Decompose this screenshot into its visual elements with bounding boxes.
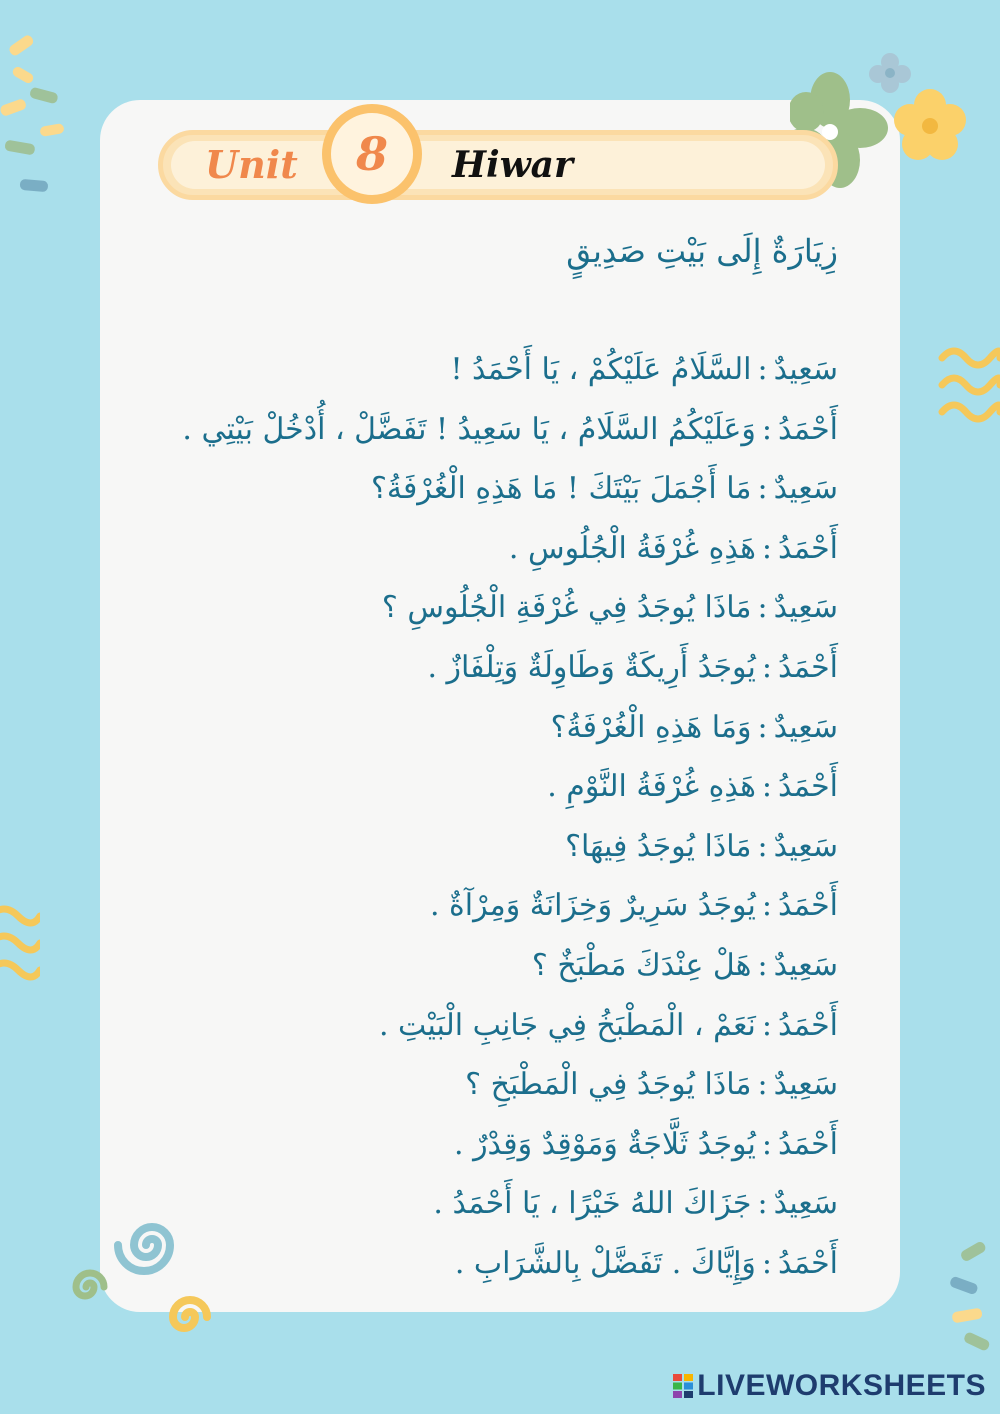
speaker-colon: :: [757, 1186, 768, 1222]
wave-decoration-left: [0, 898, 40, 988]
speaker-colon: :: [761, 1126, 773, 1162]
dialogue-title: زِيَارَةٌ إِلَى بَيْتِ صَدِيقٍ: [566, 232, 838, 270]
speaker-colon: :: [761, 530, 773, 566]
dialogue-text: يُوجَدُ سَرِيرٌ وَخِزَانَةٌ وَمِرْآةٌ .: [429, 888, 756, 924]
speaker-name: سَعِيدٌ: [773, 1186, 838, 1222]
dialogue-line: [138, 1055, 838, 1115]
dialogue-text: يُوجَدُ ثَلَّاجَةٌ وَمَوْقِدٌ وَقِدْرٌ .: [454, 1126, 756, 1162]
footer-brand-text: LIVEWORKSHEETS: [697, 1369, 986, 1402]
speaker-name: أَحْمَدُ: [778, 769, 838, 805]
speaker-colon: :: [761, 411, 773, 447]
speaker-colon: :: [757, 1067, 768, 1103]
dialogue-text: هَلْ عِنْدَكَ مَطْبَخٌ ؟: [531, 947, 752, 983]
dialogue-text: نَعَمْ ، الْمَطْبَخُ فِي جَانِبِ الْبَيْتِ .: [378, 1007, 756, 1043]
dialogue-line: [138, 996, 838, 1056]
speaker-name: أَحْمَدُ: [778, 1007, 838, 1043]
dialogue-line: [138, 876, 838, 936]
unit-label: Unit: [205, 142, 298, 187]
dialogue-line: [138, 817, 838, 877]
dialogue-line: [138, 936, 838, 996]
dialogue-line: [138, 1234, 838, 1294]
dialogue-line: [138, 340, 838, 400]
dialogue-line: [138, 578, 838, 638]
speaker-name: سَعِيدٌ: [773, 352, 838, 387]
speaker-colon: :: [761, 769, 773, 805]
dialogue-line: [138, 459, 838, 519]
speaker-name: سَعِيدٌ: [773, 828, 838, 864]
speaker-colon: :: [757, 471, 768, 507]
unit-topic: Hiwar: [452, 144, 573, 186]
dialogue-text: هَذِهِ غُرْفَةُ النَّوْمِ .: [547, 769, 756, 805]
dialogue-text: جَزَاكَ اللهُ خَيْرًا ، يَا أَحْمَدُ .: [433, 1186, 752, 1222]
dialogue-text: وَإِيَّاكَ . تَفَضَّلْ بِالشَّرَابِ .: [454, 1245, 756, 1281]
dialogue-text: وَمَا هَذِهِ الْغُرْفَةُ؟: [550, 709, 752, 745]
dialogue-text: وَعَلَيْكُمُ السَّلَامُ ، يَا سَعِيدُ ! تَفَضَّلْ ، أُدْخُلْ بَيْتِي .: [182, 411, 756, 447]
speaker-name: أَحْمَدُ: [778, 411, 838, 447]
speaker-name: سَعِيدٌ: [773, 947, 838, 983]
speaker-name: سَعِيدٌ: [773, 709, 838, 745]
speaker-colon: :: [757, 947, 768, 983]
dialogue-text: هَذِهِ غُرْفَةُ الْجُلُوسِ .: [508, 530, 756, 566]
speaker-colon: :: [761, 649, 773, 685]
dialogue-line: [138, 1115, 838, 1175]
speaker-colon: :: [761, 888, 773, 924]
dialogue-line: [138, 519, 838, 579]
speaker-name: أَحْمَدُ: [778, 1126, 838, 1162]
speaker-colon: :: [757, 709, 768, 745]
unit-number-badge: [322, 104, 422, 204]
speaker-name: سَعِيدٌ: [773, 1067, 838, 1103]
speaker-name: سَعِيدٌ: [773, 471, 838, 507]
speaker-colon: :: [757, 352, 768, 387]
speaker-name: أَحْمَدُ: [778, 1245, 838, 1281]
dialogue-line: [138, 638, 838, 698]
dialogue-text: يُوجَدُ أَرِيكَةٌ وَطَاوِلَةٌ وَتِلْفَازٌ .: [427, 649, 756, 685]
dialogue-text: السَّلَامُ عَلَيْكُمْ ، يَا أَحْمَدُ !: [450, 352, 752, 387]
dialogue-text: مَا أَجْمَلَ بَيْتَكَ ! مَا هَذِهِ الْغُرْفَةُ؟: [370, 471, 752, 507]
dialogue-list: [138, 340, 838, 1294]
confetti-decoration-top-left: [0, 30, 80, 220]
dialogue-text: مَاذَا يُوجَدُ فِيهَا؟: [565, 828, 752, 864]
speaker-name: سَعِيدٌ: [773, 590, 838, 626]
speaker-colon: :: [757, 590, 768, 626]
speaker-colon: :: [757, 828, 768, 864]
unit-number: 8: [355, 127, 388, 181]
dialogue-line: [138, 400, 838, 460]
dialogue-line: [138, 1174, 838, 1234]
dialogue-text: مَاذَا يُوجَدُ فِي غُرْفَةِ الْجُلُوسِ ؟: [381, 590, 752, 626]
speaker-name: أَحْمَدُ: [778, 888, 838, 924]
wave-decoration-right: [938, 340, 1000, 430]
speaker-name: أَحْمَدُ: [778, 530, 838, 566]
dialogue-text: مَاذَا يُوجَدُ فِي الْمَطْبَخِ ؟: [465, 1067, 752, 1103]
speaker-name: أَحْمَدُ: [778, 649, 838, 685]
liveworksheets-logo-icon: [673, 1374, 693, 1398]
dialogue-line: [138, 698, 838, 758]
speaker-colon: :: [761, 1007, 773, 1043]
dialogue-line: [138, 757, 838, 817]
footer-brand: [673, 1366, 986, 1406]
speaker-colon: :: [761, 1245, 773, 1281]
